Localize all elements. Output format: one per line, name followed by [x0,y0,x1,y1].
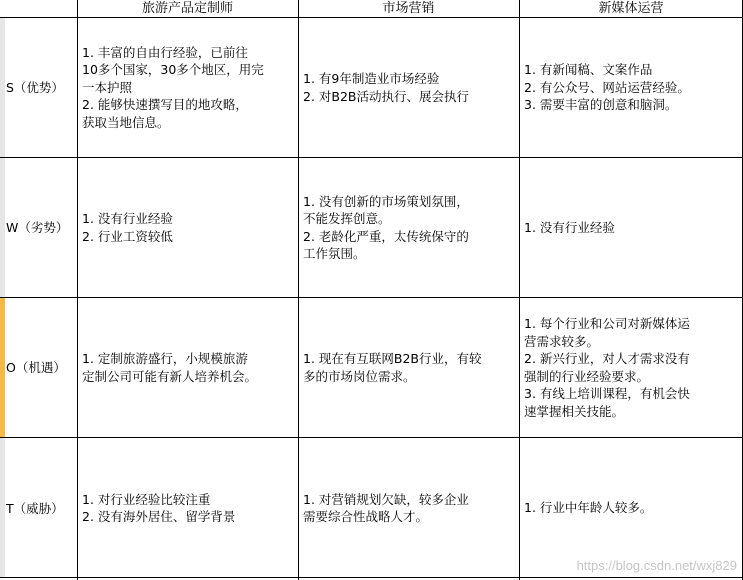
row-label[interactable] [6,297,76,437]
cell-text-line: 1. 没有行业经验 [82,211,173,226]
cell-text-line: 营需求较多。 [524,333,600,349]
table-cell[interactable] [299,158,519,297]
cell-text-line: 2. 老龄化严重，太传统保守的 [303,228,469,244]
cell-text-line: 2. 有公众号、网站运营经验。 [524,79,690,95]
column-header[interactable]: 旅游产品定制师 [141,1,233,16]
row-label-text: T（威胁） [6,500,64,516]
cell-text-line: 10多个国家，30多个地区，用完 [82,62,264,78]
cell-text-line: 3. 有线上培训课程，有机会快 [524,386,690,401]
cell-text-line: 2. 对B2B活动执行、展会执行 [303,88,470,104]
cell-text-line: 2. 能够快速撰写目的地攻略， [82,97,248,113]
cell-text-line: 速掌握相关技能。 [524,403,625,419]
cell-text-line: 1. 对行业经验比较注重 [82,491,211,507]
cell-text-line: 1. 对营销规划欠缺，较多企业 [303,491,469,507]
cell-text-line: 3. 需要丰富的创意和脑洞。 [524,97,678,113]
cell-text-line: 2. 没有海外居住、留学背景 [82,509,236,524]
cell-text-line: 1. 丰富的自由行经验，已前往 [82,44,248,60]
cell-text-line: 1. 有9年制造业市场经验 [303,71,440,86]
cell-text-line: 1. 没有行业经验 [524,219,615,235]
table-cell[interactable] [78,18,298,157]
cell-text-line: 工作氛围。 [303,246,366,261]
watermark-text: https://blog.csdn.net/wxj829 [576,558,737,573]
cell-text-line: 多的市场岗位需求。 [303,368,416,384]
cell-text-line: 一本护照 [82,79,133,95]
row-header-marker[interactable] [0,297,5,437]
column-header[interactable]: 新媒体运营 [598,1,664,16]
row-label[interactable] [6,157,76,297]
cell-text-line: 2. 新兴行业，对人才需求没有 [524,351,690,366]
row-header-marker[interactable] [0,17,5,157]
row-label-text: O（机遇） [6,360,66,375]
table-cell[interactable] [299,298,519,437]
cell-text-line: 1. 没有创新的市场策划氛围， [303,193,469,209]
row-label[interactable] [6,17,76,157]
table-cell[interactable] [520,438,743,578]
table-cell[interactable] [520,18,743,157]
row-label-text: W（劣势） [6,220,69,235]
cell-text-line: 定制公司可能有新人培养机会。 [82,368,258,384]
cell-text-line: 1. 每个行业和公司对新媒体运 [524,316,690,331]
column-header[interactable]: 市场营销 [382,1,435,16]
table-cell[interactable] [78,438,298,578]
row-label-text: S（优势） [6,80,64,95]
row-label[interactable] [6,437,76,578]
table-cell[interactable] [520,158,743,297]
cell-text-line: 获取当地信息。 [82,114,170,130]
cell-text-line: 需要综合性战略人才。 [303,509,429,524]
table-cell[interactable] [299,438,519,578]
cell-text-line: 1. 现在有互联网B2B行业，有较 [303,351,482,366]
table-cell[interactable] [78,298,298,437]
table-cell[interactable] [520,298,743,437]
cell-text-line: 1. 行业中年龄人较多。 [524,500,653,516]
table-cell[interactable] [78,158,298,297]
cell-text-line: 1. 定制旅游盛行，小规模旅游 [82,351,248,366]
cell-text-line: 1. 有新闻稿、文案作品 [524,62,653,78]
table-cell[interactable] [299,18,519,157]
row-header-marker[interactable] [0,437,5,578]
row-header-marker[interactable] [0,157,5,297]
cell-text-line: 2. 行业工资较低 [82,228,173,244]
cell-text-line: 强制的行业经验要求。 [524,368,650,384]
cell-text-line: 不能发挥创意。 [303,211,391,226]
